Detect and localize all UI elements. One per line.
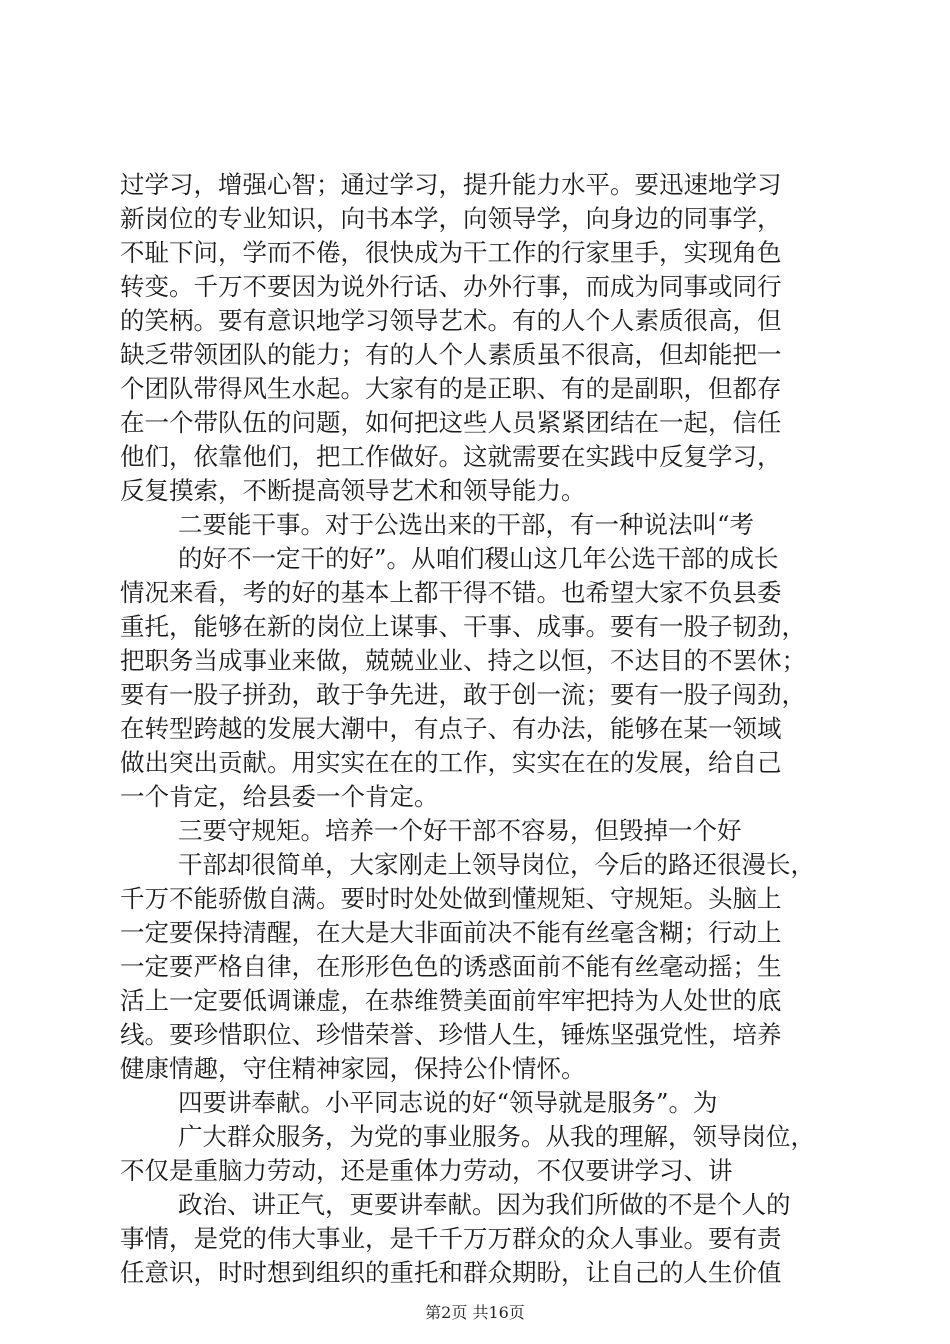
- page-number-footer: 第2页 共16页: [425, 1303, 525, 1322]
- text-line: 一定要保持清醒，在大是大非面前决不能有丝毫含糊；行动上: [120, 918, 782, 947]
- text-line: 线。要珍惜职位、珍惜荣誉、珍惜人生，锤炼坚强党性，培养: [120, 1020, 782, 1049]
- text-line: 健康情趣，守住精神家园，保持公仆情怀。: [120, 1054, 586, 1083]
- text-line: 在转型跨越的发展大潮中，有点子、有办法，能够在某一领域: [120, 714, 782, 743]
- text-line: 不仅是重脑力劳动，还是重体力劳动，不仅要讲学习、讲: [120, 1156, 733, 1185]
- text-line: 任意识，时时想到组织的重托和群众期盼，让自己的人生价值: [120, 1258, 782, 1287]
- text-line: 一个肯定，给县委一个肯定。: [120, 782, 439, 811]
- text-line: 千万不能骄傲自满。要时时处处做到懂规矩、守规矩。头脑上: [120, 884, 782, 913]
- section-heading-line: 三要守规矩。培养一个好干部不容易，但毁掉一个好: [178, 816, 742, 845]
- text-line: 个团队带得风生水起。大家有的是正职、有的是副职，但都存: [120, 374, 782, 403]
- text-line: 在一个带队伍的问题，如何把这些人员紧紧团结在一起，信任: [120, 408, 782, 437]
- text-line: 政治、讲正气，更要讲奉献。因为我们所做的不是个人的: [178, 1190, 791, 1219]
- text-line: 重托，能够在新的岗位上谋事、干事、成事。要有一股子韧劲，: [120, 612, 806, 641]
- text-line: 反复摸索，不断提高领导艺术和领导能力。: [120, 476, 586, 505]
- text-line: 的好不一定干的好”。从咱们稷山这几年公选干部的成长: [178, 544, 779, 573]
- section-heading-line: 四要讲奉献。小平同志说的好“领导就是服务”。为: [178, 1088, 718, 1117]
- text-line: 缺乏带领团队的能力；有的人个人素质虽不很高，但却能把一: [120, 340, 782, 369]
- text-line: 广大群众服务，为党的事业服务。从我的理解，领导岗位，: [178, 1122, 815, 1151]
- section-heading-line: 二要能干事。对于公选出来的干部，有一种说法叫“考: [178, 510, 755, 539]
- text-line: 一定要严格自律，在形形色色的诱惑面前不能有丝毫动摇；生: [120, 952, 782, 981]
- text-line: 要有一股子拼劲，敢于争先进，敢于创一流；要有一股子闯劲，: [120, 680, 806, 709]
- text-line: 情况来看，考的好的基本上都干得不错。也希望大家不负县委: [120, 578, 782, 607]
- text-line: 他们，依靠他们，把工作做好。这就需要在实践中反复学习，: [120, 442, 782, 471]
- text-line: 把职务当成事业来做，兢兢业业、持之以恒，不达目的不罢休；: [120, 646, 806, 675]
- text-line: 不耻下问，学而不倦，很快成为干工作的行家里手，实现角色: [120, 238, 782, 267]
- text-line: 转变。千万不要因为说外行话、办外行事，而成为同事或同行: [120, 272, 782, 301]
- text-line: 干部却很简单，大家刚走上领导岗位，今后的路还很漫长，: [178, 850, 815, 879]
- text-line: 事情，是党的伟大事业，是千千万万群众的众人事业。要有责: [120, 1224, 782, 1253]
- text-line: 新岗位的专业知识，向书本学，向领导学，向身边的同事学，: [120, 204, 782, 233]
- text-line: 活上一定要低调谦虚，在恭维赞美面前牢牢把持为人处世的底: [120, 986, 782, 1015]
- text-line: 做出突出贡献。用实实在在的工作，实实在在的发展，给自己: [120, 748, 782, 777]
- text-line: 的笑柄。要有意识地学习领导艺术。有的人个人素质很高，但: [120, 306, 782, 335]
- text-line: 过学习，增强心智；通过学习，提升能力水平。要迅速地学习: [120, 170, 782, 199]
